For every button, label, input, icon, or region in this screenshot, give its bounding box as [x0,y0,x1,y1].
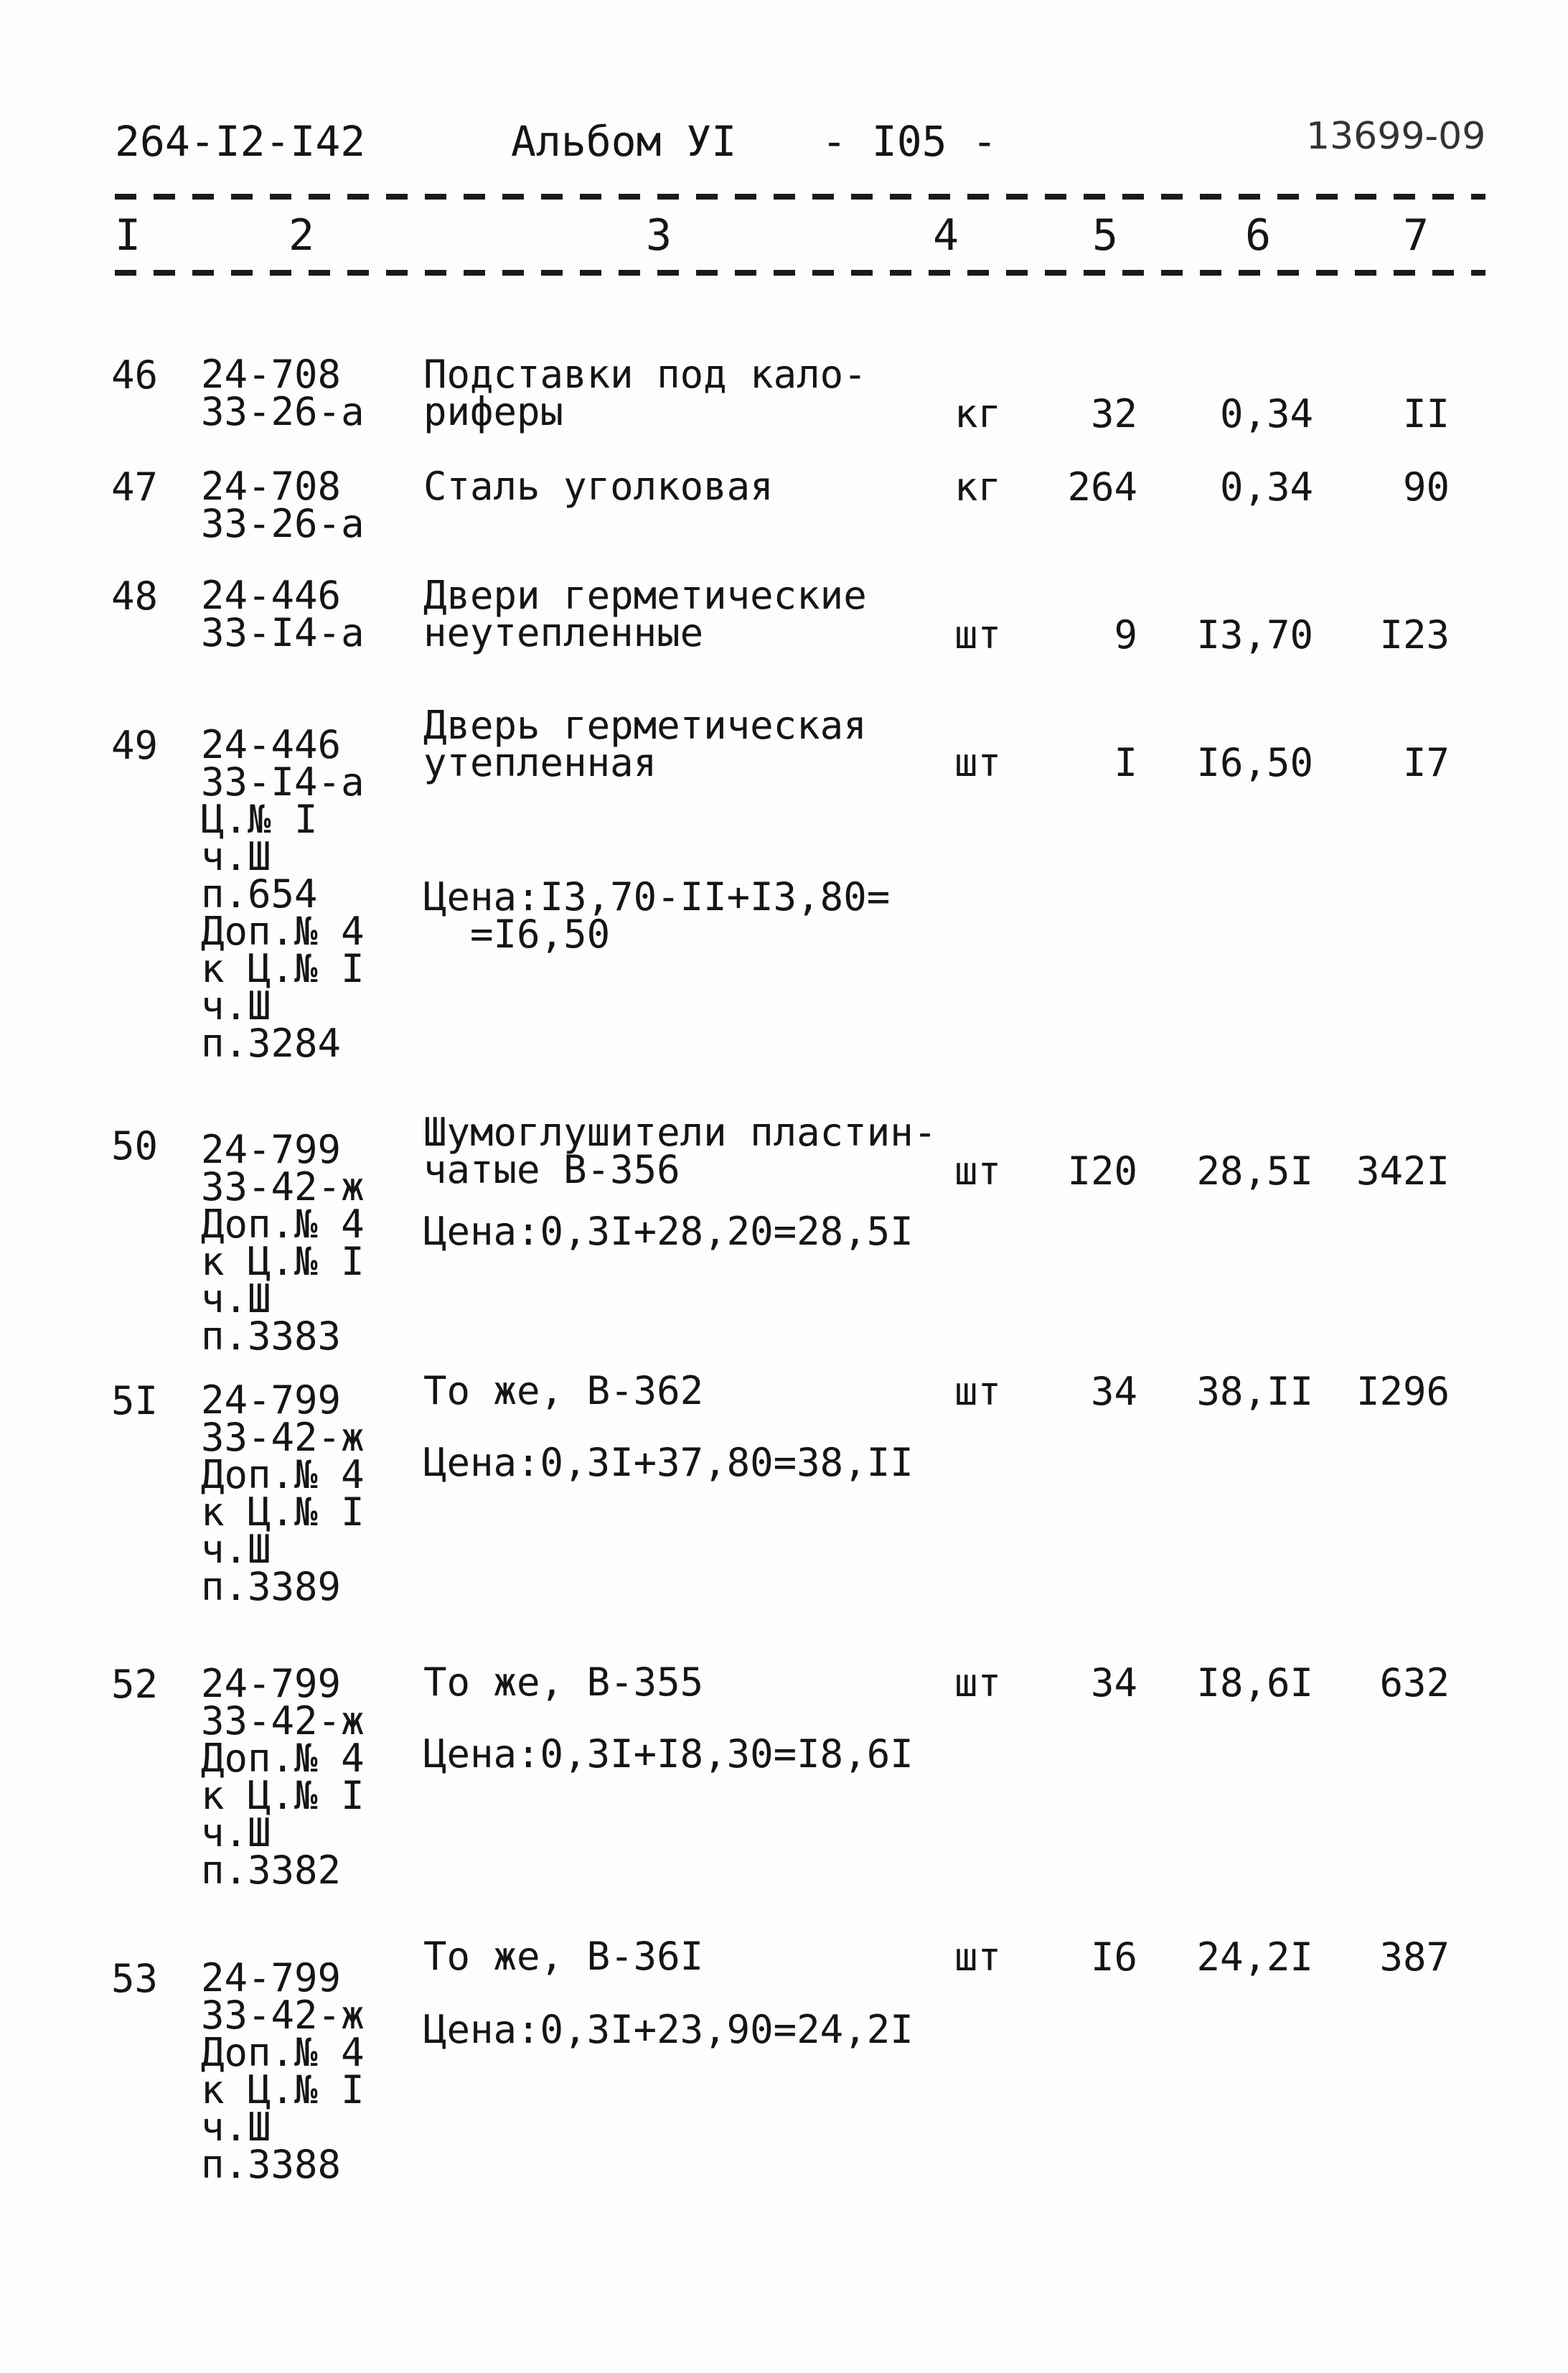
reference-code: 24-446 33-I4-a Ц.№ I ч.Ш п.654 Доп.№ 4 к Ц.№ I ч.Ш п.3284 [201,722,365,1066]
unit: шт [954,1934,1002,1980]
quantity: 264 [1067,464,1137,510]
row-number: 52 [111,1662,159,1707]
row-number: 49 [111,723,159,768]
unit-price: I6,50 [1196,740,1313,785]
quantity: I20 [1067,1148,1137,1194]
page-number: - I05 - [822,117,997,166]
row-number: 47 [111,464,159,510]
reference-code: 24-799 33-42-ж Доп.№ 4 к Ц.№ I ч.Ш п.3383 [201,1127,365,1359]
quantity: 34 [1090,1660,1137,1705]
total: 387 [1379,1934,1450,1980]
row-number: 50 [111,1123,159,1169]
archive-stamp: 13699-09 [1306,115,1486,158]
unit: кг [954,464,1002,510]
unit: шт [954,1148,1002,1194]
item-name: То же, В-355 [423,1660,704,1705]
price-note: Цена:0,3I+28,20=28,5I [423,1209,914,1254]
total: 342I [1356,1148,1450,1194]
price-note: Цена:0,3I+23,90=24,2I [423,2007,914,2052]
quantity: 9 [1114,612,1137,657]
item-name: Шумоглушители пластин- чатые В-356 [423,1110,937,1192]
column-number: 7 [1403,210,1429,261]
column-number: 3 [646,210,672,261]
reference-code: 24-446 33-I4-a [201,573,365,655]
unit-price: I3,70 [1196,612,1313,657]
price-note: Цена:0,3I+I8,30=I8,6I [423,1731,914,1777]
row-number: 46 [111,352,159,398]
unit: шт [954,612,1002,657]
reference-code: 24-799 33-42-ж Доп.№ 4 к Ц.№ I ч.Ш п.3389 [201,1377,365,1609]
unit: шт [954,1369,1002,1414]
header-rule-top [115,194,1485,200]
total: 90 [1402,464,1450,510]
quantity: 32 [1090,391,1137,436]
row-number: 48 [111,574,159,619]
reference-code: 24-799 33-42-ж Доп.№ 4 к Ц.№ I ч.Ш п.3388 [201,1955,365,2187]
unit-price: 28,5I [1196,1148,1313,1194]
quantity: 34 [1090,1369,1137,1414]
unit: шт [954,1660,1002,1705]
total: 632 [1379,1660,1450,1705]
price-note: Цена:I3,70-II+I3,80= =I6,50 [423,874,891,957]
item-name: То же, В-36I [423,1934,704,1979]
doc-code: 264-I2-I42 [115,117,366,166]
total: I23 [1379,612,1450,657]
unit-price: 38,II [1196,1369,1313,1414]
unit: шт [954,740,1002,785]
column-number: 5 [1092,210,1119,261]
total: II [1402,391,1450,436]
unit-price: 24,2I [1196,1934,1313,1980]
item-name: Дверь герметическая утепленная [423,703,867,785]
column-number: 4 [933,210,959,261]
column-number: 6 [1245,210,1272,261]
reference-code: 24-799 33-42-ж Доп.№ 4 к Ц.№ I ч.Ш п.3382 [201,1661,365,1893]
row-number: 53 [111,1956,159,2001]
total: I7 [1402,740,1450,785]
item-name: То же, В-362 [423,1368,704,1413]
reference-code: 24-708 33-26-a [201,352,365,434]
item-name: Двери герметические неутепленные [423,573,867,655]
album-title: Альбом УI [511,117,737,166]
unit-price: 0,34 [1219,464,1313,510]
header-rule-bottom [115,270,1485,276]
reference-code: 24-708 33-26-a [201,464,365,546]
row-number: 5I [111,1378,159,1423]
price-note: Цена:0,3I+37,80=38,II [423,1440,914,1485]
unit-price: 0,34 [1219,391,1313,436]
column-number: I [115,210,141,261]
column-number: 2 [288,210,315,261]
total: I296 [1356,1369,1450,1414]
item-name: Подставки под кало- риферы [423,352,867,434]
item-name: Сталь уголковая [423,464,774,509]
unit: кг [954,391,1002,436]
quantity: I [1114,740,1137,785]
quantity: I6 [1090,1934,1137,1980]
unit-price: I8,6I [1196,1660,1313,1705]
